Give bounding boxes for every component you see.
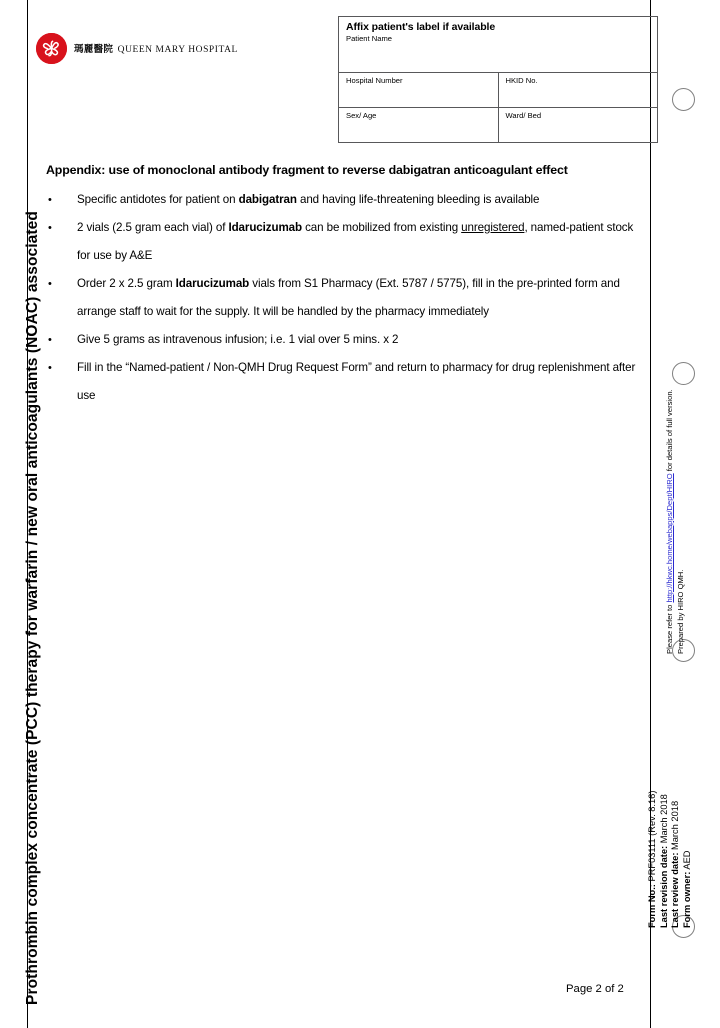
patient-label-table bbox=[338, 16, 658, 143]
list-item bbox=[46, 354, 636, 410]
last-review-line bbox=[670, 698, 682, 928]
list-item-text: 2 vials (2.5 gram each vial) of bbox=[77, 221, 229, 234]
ward-bed-label: Ward/ Bed bbox=[505, 111, 542, 120]
last-revision-line bbox=[659, 698, 671, 928]
list-item-text: and having life-threatening bleeding is available bbox=[296, 193, 540, 206]
form-no-line bbox=[647, 698, 659, 928]
hospital-name-chinese: 瑪麗醫院 bbox=[74, 44, 114, 56]
list-item-text: Specific antidotes for patient on bbox=[77, 193, 239, 206]
hkid-label: HKID No. bbox=[505, 76, 538, 85]
last-review-value: March 2018 bbox=[670, 800, 680, 853]
list-item-text: , named-patient stock for use by A&E bbox=[77, 221, 634, 262]
sex-age-cell[interactable] bbox=[339, 108, 499, 143]
page-number: Page 2 of 2 bbox=[566, 983, 624, 995]
last-review-label: Last review date: bbox=[670, 852, 680, 928]
hiro-intranet-link[interactable]: http://hkwc.home/webapps/Dept/HIRO bbox=[665, 473, 674, 603]
document-side-title: Prothrombin complex concentrate (PCC) therapy for warfarin / new oral anticoagulants (NOAC) associated bbox=[24, 211, 41, 1005]
form-no-value: PRF03111 (Rev. 8.16) bbox=[647, 790, 657, 885]
main-content bbox=[46, 156, 636, 410]
form-owner-label: Form owner: bbox=[681, 871, 692, 928]
bauhinia-flower-icon bbox=[36, 33, 67, 64]
list-item-text: can be mobilized from existing bbox=[301, 221, 462, 234]
sex-age-label: Sex/ Age bbox=[346, 111, 377, 120]
table-row bbox=[339, 73, 658, 108]
reference-note bbox=[664, 364, 686, 654]
list-item bbox=[46, 326, 636, 354]
underlined-text: unregistered bbox=[461, 221, 525, 234]
form-owner-value: AED bbox=[681, 850, 692, 872]
instruction-list bbox=[46, 186, 636, 410]
list-item-text: Give 5 grams as intravenous infusion; i.e. 1 vial over 5 mins. x 2 bbox=[77, 333, 399, 346]
form-metadata bbox=[647, 698, 693, 928]
table-row bbox=[339, 17, 658, 73]
emphasis-text: Idarucizumab bbox=[175, 277, 250, 290]
punch-hole bbox=[672, 88, 695, 111]
form-no-label: Form No.: bbox=[647, 884, 657, 928]
affix-label-title: Affix patient's label if available bbox=[346, 21, 496, 33]
hospital-logo bbox=[36, 33, 238, 64]
hospital-name-english: QUEEN MARY HOSPITAL bbox=[117, 45, 238, 56]
last-revision-label: Last revision date: bbox=[658, 845, 669, 928]
ward-bed-cell[interactable] bbox=[498, 108, 658, 143]
list-item bbox=[46, 214, 636, 270]
emphasis-text: dabigatran bbox=[238, 193, 297, 206]
page-title: Appendix: use of monoclonal antibody fragment to reverse dabigatran anticoagulant effect bbox=[46, 163, 568, 177]
list-item bbox=[46, 270, 636, 326]
emphasis-text: Idarucizumab bbox=[228, 221, 302, 234]
patient-label-cell[interactable] bbox=[339, 17, 658, 73]
hospital-number-cell[interactable] bbox=[339, 73, 499, 108]
hkid-cell[interactable] bbox=[498, 73, 658, 108]
hospital-name bbox=[74, 40, 238, 57]
list-item bbox=[46, 186, 636, 214]
patient-name-label: Patient Name bbox=[346, 34, 393, 44]
hospital-number-label: Hospital Number bbox=[346, 76, 403, 85]
table-row bbox=[339, 108, 658, 143]
last-revision-value: March 2018 bbox=[658, 794, 669, 846]
reference-note-suffix: for details of full version. Prepared by HIRO QMH. bbox=[665, 389, 685, 654]
reference-note-prefix: Please refer to bbox=[665, 602, 674, 654]
list-item-text: vials from S1 Pharmacy (Ext. 5787 / 5775), fill in the pre-printed form and arrange staff to wait for the supply. It will be handled by the pharmacy immediately bbox=[77, 277, 620, 318]
list-item-text: Order 2 x 2.5 gram bbox=[77, 277, 176, 290]
list-item-text: Fill in the “Named-patient / Non-QMH Drug Request Form” and return to pharmacy for drug replenishment after use bbox=[77, 361, 636, 402]
form-owner-line bbox=[682, 698, 694, 928]
